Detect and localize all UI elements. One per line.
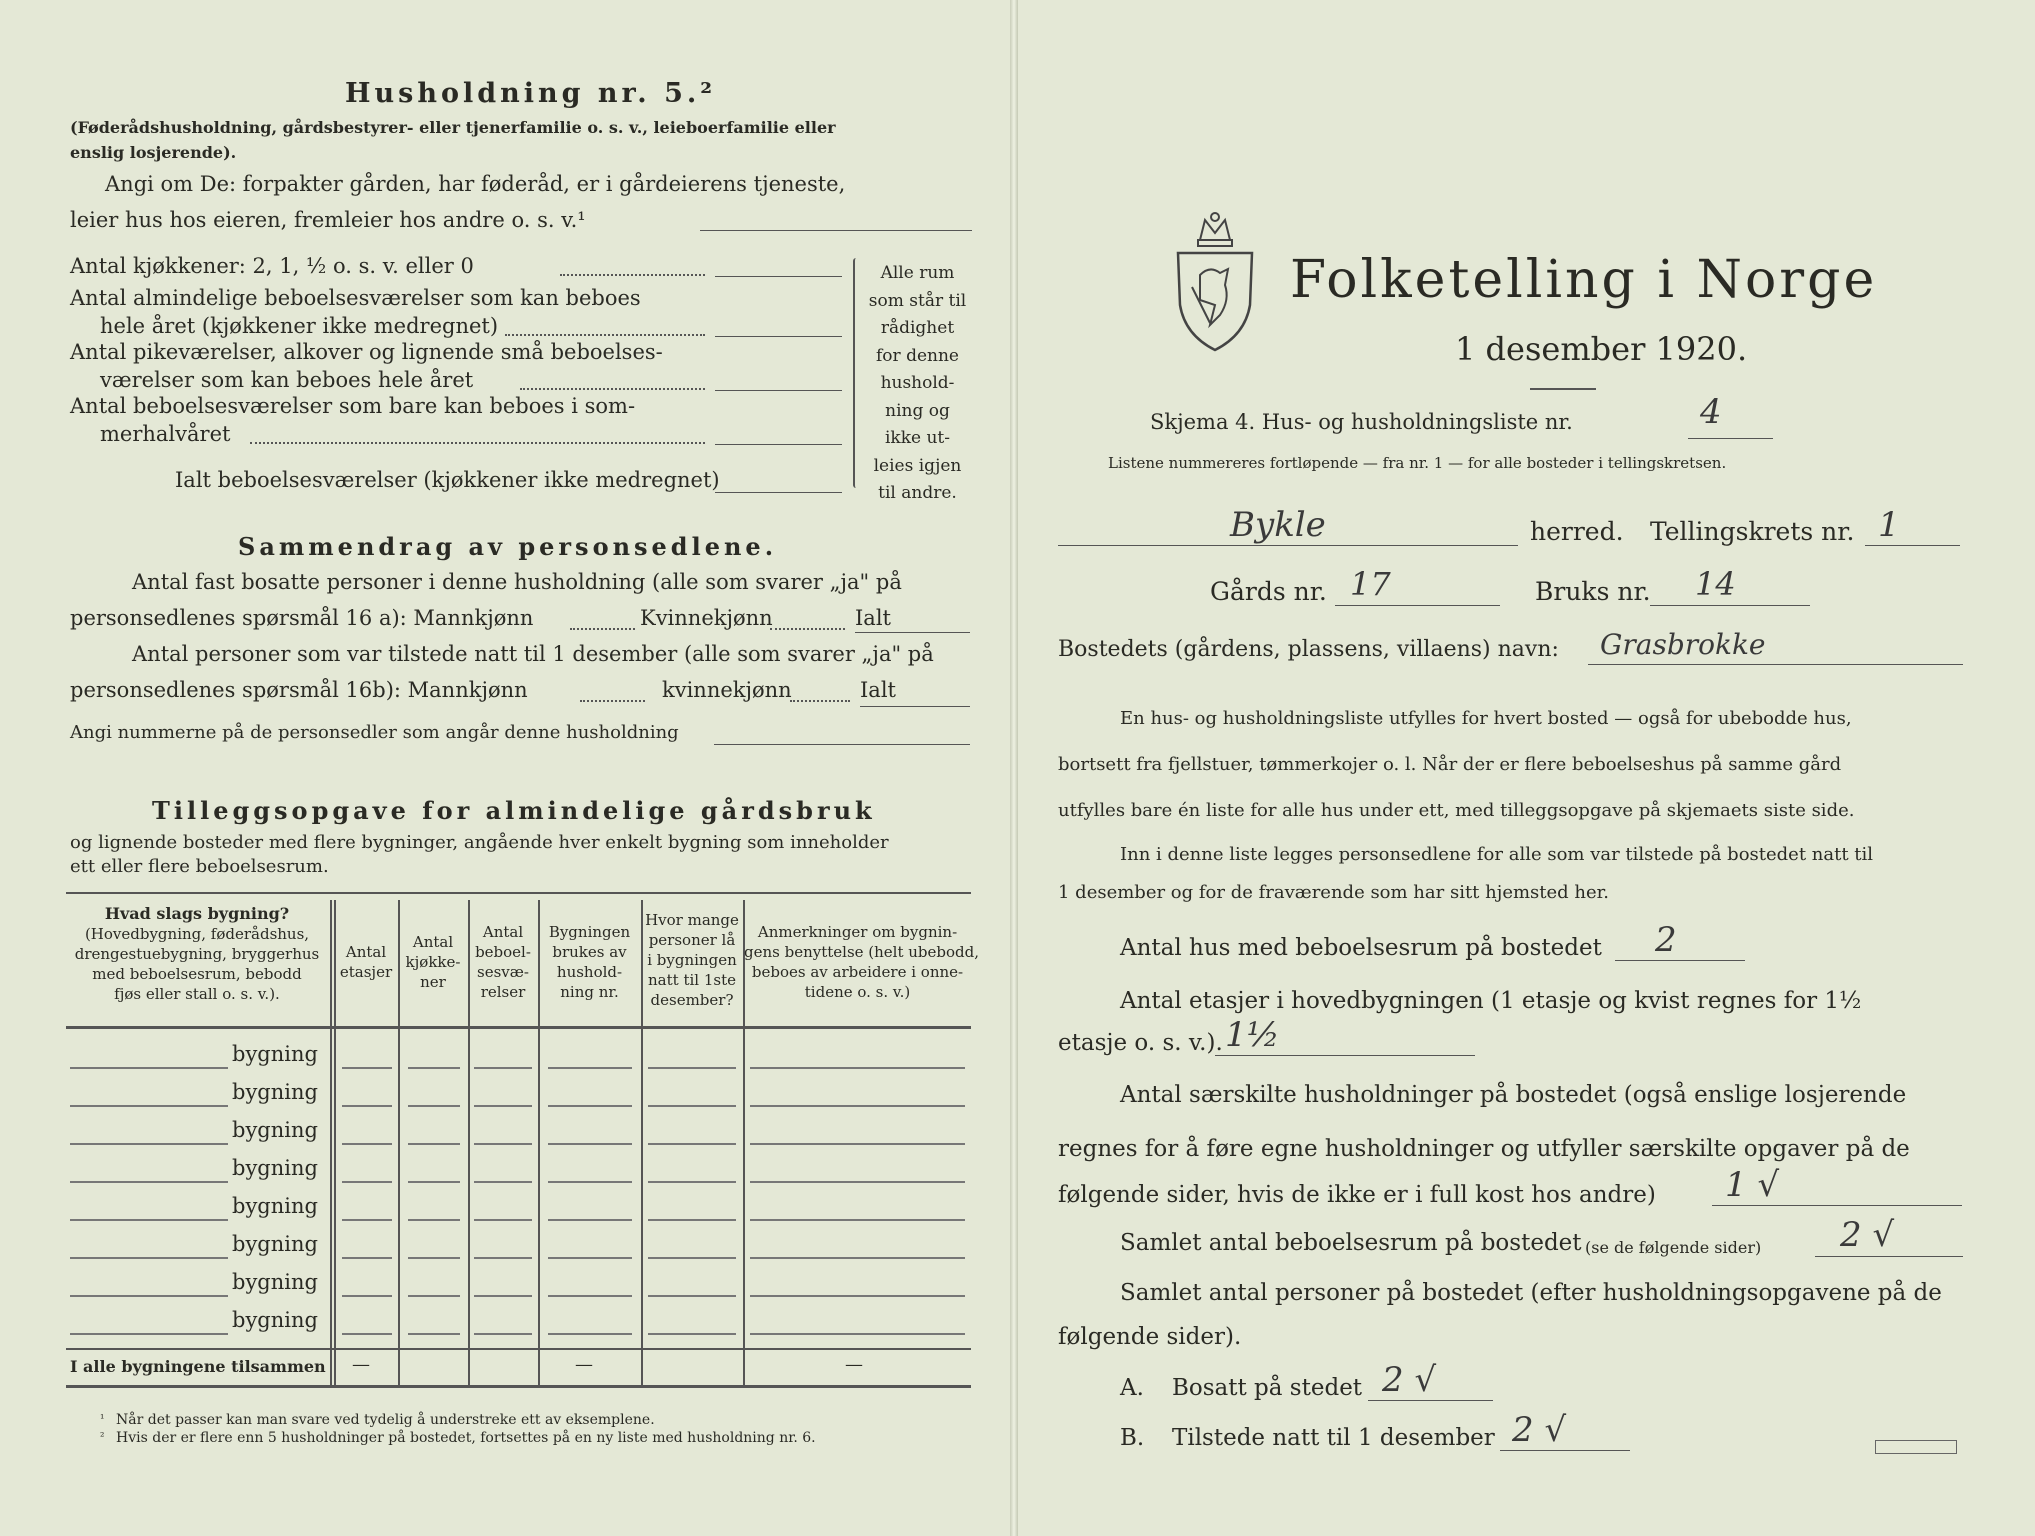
kjokkener-dots	[560, 274, 705, 276]
row-cell-answer-line[interactable]	[408, 1219, 460, 1221]
skjema-nr-value[interactable]: 4	[1700, 392, 1722, 432]
som-dots	[250, 442, 705, 444]
row-cell-answer-line[interactable]	[548, 1295, 632, 1297]
row-cell-answer-line[interactable]	[474, 1257, 532, 1259]
alm-answer[interactable]	[715, 336, 842, 337]
tellingskrets-value[interactable]: 1	[1878, 505, 1900, 545]
angi-answer-line[interactable]	[700, 230, 972, 231]
row-label: bygning	[232, 1042, 318, 1066]
sammendrag-line-1: Antal fast bosatte personer i denne husholdning (alle som svarer „ja" på	[132, 570, 902, 594]
brace-note-line: som står til	[868, 290, 967, 311]
sammendrag-line-2: personsedlenes spørsmål 16 a): Mannkjønn	[70, 606, 534, 630]
th-line: sesvæ-	[477, 963, 529, 981]
brace-note-line: hushold-	[880, 373, 955, 393]
angi-line-2: leier hus hos eieren, fremleier hos andre o. s. v.¹	[70, 208, 586, 232]
table-total-rule	[66, 1348, 971, 1350]
tillegg-title: Tilleggsopgave for almindelige gårdsbruk	[152, 796, 876, 825]
etasjer-line	[1215, 1055, 1475, 1056]
pike-label-2: værelser som kan beboes hele året	[100, 368, 474, 392]
instruction-1: En hus- og husholdningsliste utfylles for hvert bosted — også for ubebodde hus,	[1120, 708, 1852, 729]
saerskilte-line	[1712, 1205, 1962, 1206]
s2-kvinne-answer[interactable]	[790, 700, 850, 702]
th-building-type-line: drengestuebygning, bryggerhus	[74, 945, 320, 963]
row-cell-answer-line[interactable]	[408, 1067, 460, 1069]
skjema-nr-line	[1688, 438, 1773, 439]
tellingskrets-line	[1865, 545, 1960, 546]
herred-label: herred.	[1530, 517, 1624, 546]
s2-ialt-answer[interactable]	[860, 706, 970, 707]
tilstede-line	[1500, 1450, 1630, 1451]
footnote-2-mark: ²	[100, 1430, 105, 1443]
th-building-type-title: Hvad slags bygning?	[104, 904, 290, 923]
bosatt-letter: A.	[1120, 1375, 1144, 1401]
kjokkener-label: Antal kjøkkener: 2, 1, ½ o. s. v. eller 0	[70, 254, 474, 278]
row-cell-answer-line[interactable]	[648, 1181, 736, 1183]
samlet-rum-label: Samlet antal beboelsesrum på bostedet	[1120, 1230, 1582, 1256]
tellingskrets-label: Tellingskrets nr.	[1650, 517, 1855, 546]
row-cell-answer-line[interactable]	[648, 1143, 736, 1145]
th-line: ner	[420, 973, 446, 991]
instruction-5: 1 desember og for de fraværende som har sitt hjemsted her.	[1058, 882, 1609, 903]
row-cell-answer-line[interactable]	[648, 1333, 736, 1335]
row-label: bygning	[232, 1232, 318, 1256]
row-label: bygning	[232, 1308, 318, 1332]
ialt-answer[interactable]	[715, 492, 842, 493]
row-label: bygning	[232, 1194, 318, 1218]
brace-note-line: ikke ut-	[884, 428, 951, 448]
th-personer	[642, 910, 742, 1010]
tilstede-label: Tilstede natt til 1 desember	[1172, 1425, 1495, 1451]
total-husholdning-dash: —	[575, 1354, 593, 1375]
s1-kvinne-answer[interactable]	[770, 628, 845, 630]
th-vaerelser	[469, 922, 537, 1002]
tilstede-letter: B.	[1120, 1425, 1145, 1451]
gards-label: Gårds nr.	[1210, 577, 1327, 606]
row-cell-answer-line[interactable]	[474, 1295, 532, 1297]
gards-value[interactable]: 17	[1350, 565, 1391, 603]
row-cell-answer-line[interactable]	[548, 1333, 632, 1335]
samlet-rum-line	[1815, 1256, 1963, 1257]
th-line: Anmerkninger om bygnin-	[757, 923, 958, 941]
s1-ialt-label: Ialt	[855, 606, 891, 630]
s2-kvinne-label: kvinnekjønn	[662, 678, 792, 702]
row-cell-answer-line[interactable]	[648, 1067, 736, 1069]
etasjer-value[interactable]: 1½	[1225, 1015, 1280, 1055]
th-line: personer lå	[648, 931, 736, 949]
row-cell-answer-line[interactable]	[548, 1219, 632, 1221]
row-building-answer-line[interactable]	[70, 1067, 228, 1069]
th-line: Antal	[482, 923, 524, 941]
herred-value[interactable]: Bykle	[1230, 505, 1326, 545]
row-building-answer-line[interactable]	[70, 1257, 228, 1259]
brace	[853, 258, 859, 488]
row-cell-answer-line[interactable]	[474, 1105, 532, 1107]
row-cell-answer-line[interactable]	[408, 1143, 460, 1145]
th-building-type-line: (Hovedbygning, føderådshus,	[84, 925, 310, 943]
angi-line-1: Angi om De: forpakter gården, har føderåd, er i gårdeierens tjeneste,	[105, 172, 846, 196]
instruction-3: utfylles bare én liste for alle hus under ett, med tilleggsopgave på skjemaets siste side.	[1058, 800, 1855, 821]
row-cell-answer-line[interactable]	[408, 1105, 460, 1107]
th-line: tidene o. s. v.)	[804, 983, 911, 1001]
th-line: kjøkke-	[405, 953, 461, 971]
row-cell-answer-line[interactable]	[648, 1219, 736, 1221]
ialt-label: Ialt beboelsesværelser (kjøkkener ikke medregnet)	[175, 468, 720, 492]
th-line: Bygningen	[548, 923, 631, 941]
row-building-answer-line[interactable]	[70, 1219, 228, 1221]
brace-note-line: Alle rum	[880, 263, 955, 283]
samlet-rum-note: (se de følgende sider)	[1585, 1238, 1762, 1257]
samlet-personer-label-1: Samlet antal personer på bostedet (efter husholdningsopgavene på de	[1120, 1280, 1942, 1306]
row-cell-answer-line[interactable]	[474, 1219, 532, 1221]
row-cell-answer-line[interactable]	[648, 1105, 736, 1107]
row-cell-answer-line[interactable]	[408, 1257, 460, 1259]
printer-stamp	[1875, 1440, 1957, 1454]
title-divider	[1530, 388, 1596, 390]
instruction-2: bortsett fra fjellstuer, tømmerkojer o. l. Når der er flere beboelseshus på samme gård	[1058, 754, 1842, 775]
row-building-answer-line[interactable]	[70, 1295, 228, 1297]
th-line: natt til 1ste	[648, 971, 736, 989]
row-cell-answer-line[interactable]	[548, 1067, 632, 1069]
th-line: relser	[480, 983, 526, 1001]
row-cell-answer-line[interactable]	[750, 1219, 965, 1221]
row-cell-answer-line[interactable]	[408, 1295, 460, 1297]
s1-kvinne-label: Kvinnekjønn	[640, 606, 773, 630]
saerskilte-value[interactable]: 1 √	[1725, 1165, 1780, 1205]
th-line: beboes av arbeidere i onne-	[751, 963, 964, 981]
row-cell-answer-line[interactable]	[548, 1105, 632, 1107]
pike-dots	[520, 388, 705, 390]
row-cell-answer-line[interactable]	[648, 1295, 736, 1297]
som-label-1: Antal beboelsesværelser som bare kan beboes i som-	[70, 394, 636, 418]
saerskilte-label-1: Antal særskilte husholdninger på bostedet (også enslige losjerende	[1120, 1082, 1907, 1108]
tillegg-line-2: ett eller flere beboelsesrum.	[70, 856, 329, 877]
th-line: desember?	[650, 991, 734, 1009]
saerskilte-label-2: regnes for å føre egne husholdninger og utfyller særskilte opgaver på de	[1058, 1136, 1910, 1162]
tillegg-line-1: og lignende bosteder med flere bygninger, angående hver enkelt bygning som inneholder	[70, 832, 889, 853]
bosatt-label: Bosatt på stedet	[1172, 1375, 1363, 1401]
th-kjokkener	[399, 932, 467, 992]
footnote-1: Når det passer kan man svare ved tydelig å understreke ett av eksemplene.	[116, 1412, 655, 1428]
s1-ialt-answer[interactable]	[855, 632, 970, 633]
row-cell-answer-line[interactable]	[342, 1105, 392, 1107]
th-line: gens benyttelse (helt ubebodd,	[744, 943, 980, 961]
bostedets-value[interactable]: Grasbrokke	[1600, 628, 1766, 661]
th-line: Hvor mange	[645, 911, 739, 929]
kjokkener-answer[interactable]	[715, 276, 842, 277]
instruction-4: Inn i denne liste legges personsedlene for alle som var tilstede på bostedet natt til	[1120, 844, 1874, 865]
row-building-answer-line[interactable]	[70, 1143, 228, 1145]
etasjer-label-2: etasje o. s. v.).	[1058, 1030, 1223, 1056]
bruks-line	[1650, 605, 1810, 606]
row-cell-answer-line[interactable]	[474, 1143, 532, 1145]
row-cell-answer-line[interactable]	[342, 1067, 392, 1069]
samlet-rum-value[interactable]: 2 √	[1840, 1215, 1895, 1255]
s1-mann-answer[interactable]	[570, 628, 635, 630]
row-cell-answer-line[interactable]	[474, 1181, 532, 1183]
row-cell-answer-line[interactable]	[548, 1143, 632, 1145]
row-cell-answer-line[interactable]	[648, 1257, 736, 1259]
brace-note-line: til andre.	[878, 483, 957, 503]
census-date: 1 desember 1920.	[1455, 330, 1748, 368]
row-cell-answer-line[interactable]	[474, 1067, 532, 1069]
row-cell-answer-line[interactable]	[750, 1333, 965, 1335]
row-label: bygning	[232, 1080, 318, 1104]
herred-line	[1058, 545, 1518, 546]
th-etasjer	[335, 942, 397, 982]
table-top-rule	[66, 892, 971, 894]
row-building-answer-line[interactable]	[70, 1333, 228, 1335]
alm-dots	[505, 334, 705, 336]
footnote-2: Hvis der er flere enn 5 husholdninger på bostedet, fortsettes på en ny liste med husholdning nr. 6.	[116, 1430, 816, 1446]
bruks-label: Bruks nr.	[1535, 577, 1651, 606]
sammendrag-title: Sammendrag av personsedlene.	[238, 532, 778, 561]
row-cell-answer-line[interactable]	[408, 1181, 460, 1183]
row-cell-answer-line[interactable]	[342, 1219, 392, 1221]
row-cell-answer-line[interactable]	[474, 1333, 532, 1335]
row-building-answer-line[interactable]	[70, 1181, 228, 1183]
bostedets-line	[1588, 664, 1963, 665]
row-cell-answer-line[interactable]	[750, 1295, 965, 1297]
brace-note-line: for denne	[876, 345, 959, 366]
table-col-divider	[330, 900, 332, 1385]
row-cell-answer-line[interactable]	[750, 1257, 965, 1259]
skjema-label: Skjema 4. Hus- og husholdningsliste nr.	[1150, 410, 1573, 434]
th-line: brukes av	[552, 943, 627, 961]
brace-note	[860, 260, 975, 508]
row-cell-answer-line[interactable]	[750, 1067, 965, 1069]
footnote-1-mark: ¹	[100, 1412, 105, 1425]
th-line: i bygningen	[647, 951, 737, 969]
husholdning-title: Husholdning nr. 5.²	[345, 78, 717, 109]
bostedets-label: Bostedets (gårdens, plassens, villaens) navn:	[1058, 637, 1559, 662]
row-cell-answer-line[interactable]	[548, 1257, 632, 1259]
row-building-answer-line[interactable]	[70, 1105, 228, 1107]
row-cell-answer-line[interactable]	[342, 1257, 392, 1259]
row-cell-answer-line[interactable]	[548, 1181, 632, 1183]
angi-nummerne-answer[interactable]	[714, 744, 970, 745]
row-cell-answer-line[interactable]	[750, 1181, 965, 1183]
samlet-personer-label-2: følgende sider).	[1058, 1324, 1242, 1350]
th-line: Antal	[412, 933, 454, 951]
norway-coat-of-arms-icon	[1170, 205, 1260, 355]
total-etasjer-dash: —	[352, 1354, 370, 1375]
hus-line	[1615, 960, 1745, 961]
row-cell-answer-line[interactable]	[342, 1143, 392, 1145]
row-label: bygning	[232, 1156, 318, 1180]
etasjer-label-1: Antal etasjer i hovedbygningen (1 etasje og kvist regnes for 1½	[1120, 988, 1862, 1014]
row-cell-answer-line[interactable]	[750, 1143, 965, 1145]
sammendrag-line-4: personsedlenes spørsmål 16b): Mannkjønn	[70, 678, 528, 702]
som-answer[interactable]	[715, 444, 842, 445]
som-label-2: merhalvåret	[100, 422, 231, 446]
bruks-value[interactable]: 14	[1695, 565, 1736, 603]
row-cell-answer-line[interactable]	[750, 1105, 965, 1107]
hus-label: Antal hus med beboelsesrum på bostedet	[1120, 935, 1602, 961]
alm-label-2: hele året (kjøkkener ikke medregnet)	[100, 314, 499, 338]
th-line: hushold-	[556, 963, 623, 981]
total-label: I alle bygningene tilsammen	[70, 1357, 326, 1376]
row-cell-answer-line[interactable]	[342, 1333, 392, 1335]
table-header-rule	[66, 1026, 971, 1029]
row-cell-answer-line[interactable]	[342, 1295, 392, 1297]
th-building-type-line: med beboelsesrum, bebodd	[92, 965, 302, 983]
row-label: bygning	[232, 1270, 318, 1294]
brace-note-line: rådighet	[880, 318, 955, 338]
th-building-type-line: fjøs eller stall o. s. v.).	[114, 985, 280, 1003]
brace-note-line: leies igjen	[873, 455, 962, 476]
page-fold	[1010, 0, 1018, 1536]
listene-note: Listene nummereres fortløpende — fra nr. 1 — for alle bosteder i tellingskretsen.	[1108, 454, 1727, 472]
alm-label-1: Antal almindelige beboelsesværelser som kan beboes	[70, 286, 641, 310]
pike-answer[interactable]	[715, 390, 842, 391]
row-cell-answer-line[interactable]	[408, 1333, 460, 1335]
table-bottom-rule	[66, 1385, 971, 1388]
pike-label-1: Antal pikeværelser, alkover og lignende små beboelses-	[70, 340, 663, 364]
main-title: Folketelling i Norge	[1290, 250, 1878, 310]
th-husholdning-nr	[539, 922, 640, 1002]
bosatt-line	[1368, 1400, 1493, 1401]
brace-note-line: ning og	[885, 400, 950, 421]
total-anmerkning-dash: —	[845, 1354, 863, 1375]
s2-ialt-label: Ialt	[860, 678, 896, 702]
th-line: beboel-	[475, 943, 531, 961]
th-line: ning nr.	[560, 983, 619, 1001]
s2-mann-answer[interactable]	[580, 700, 645, 702]
th-building-type	[66, 904, 328, 1004]
angi-nummerne: Angi nummerne på de personsedler som angår denne husholdning	[70, 722, 679, 743]
hus-value[interactable]: 2	[1655, 920, 1677, 960]
sammendrag-line-3: Antal personer som var tilstede natt til 1 desember (alle som svarer „ja" på	[132, 642, 934, 666]
th-line: etasjer	[339, 963, 393, 981]
saerskilte-label-3: følgende sider, hvis de ikke er i full kost hos andre)	[1058, 1182, 1656, 1208]
th-anmerkninger	[744, 922, 980, 1002]
bosatt-value[interactable]: 2 √	[1382, 1360, 1437, 1400]
row-label: bygning	[232, 1118, 318, 1142]
row-cell-answer-line[interactable]	[342, 1181, 392, 1183]
husholdning-subtitle-2: enslig losjerende).	[70, 143, 237, 162]
husholdning-subtitle-1: (Føderådshusholdning, gårdsbestyrer- eller tjenerfamilie o. s. v., leieboerfamilie eller	[70, 118, 836, 137]
tilstede-value[interactable]: 2 √	[1512, 1410, 1567, 1450]
th-line: Antal	[345, 943, 387, 961]
gards-line	[1335, 605, 1500, 606]
